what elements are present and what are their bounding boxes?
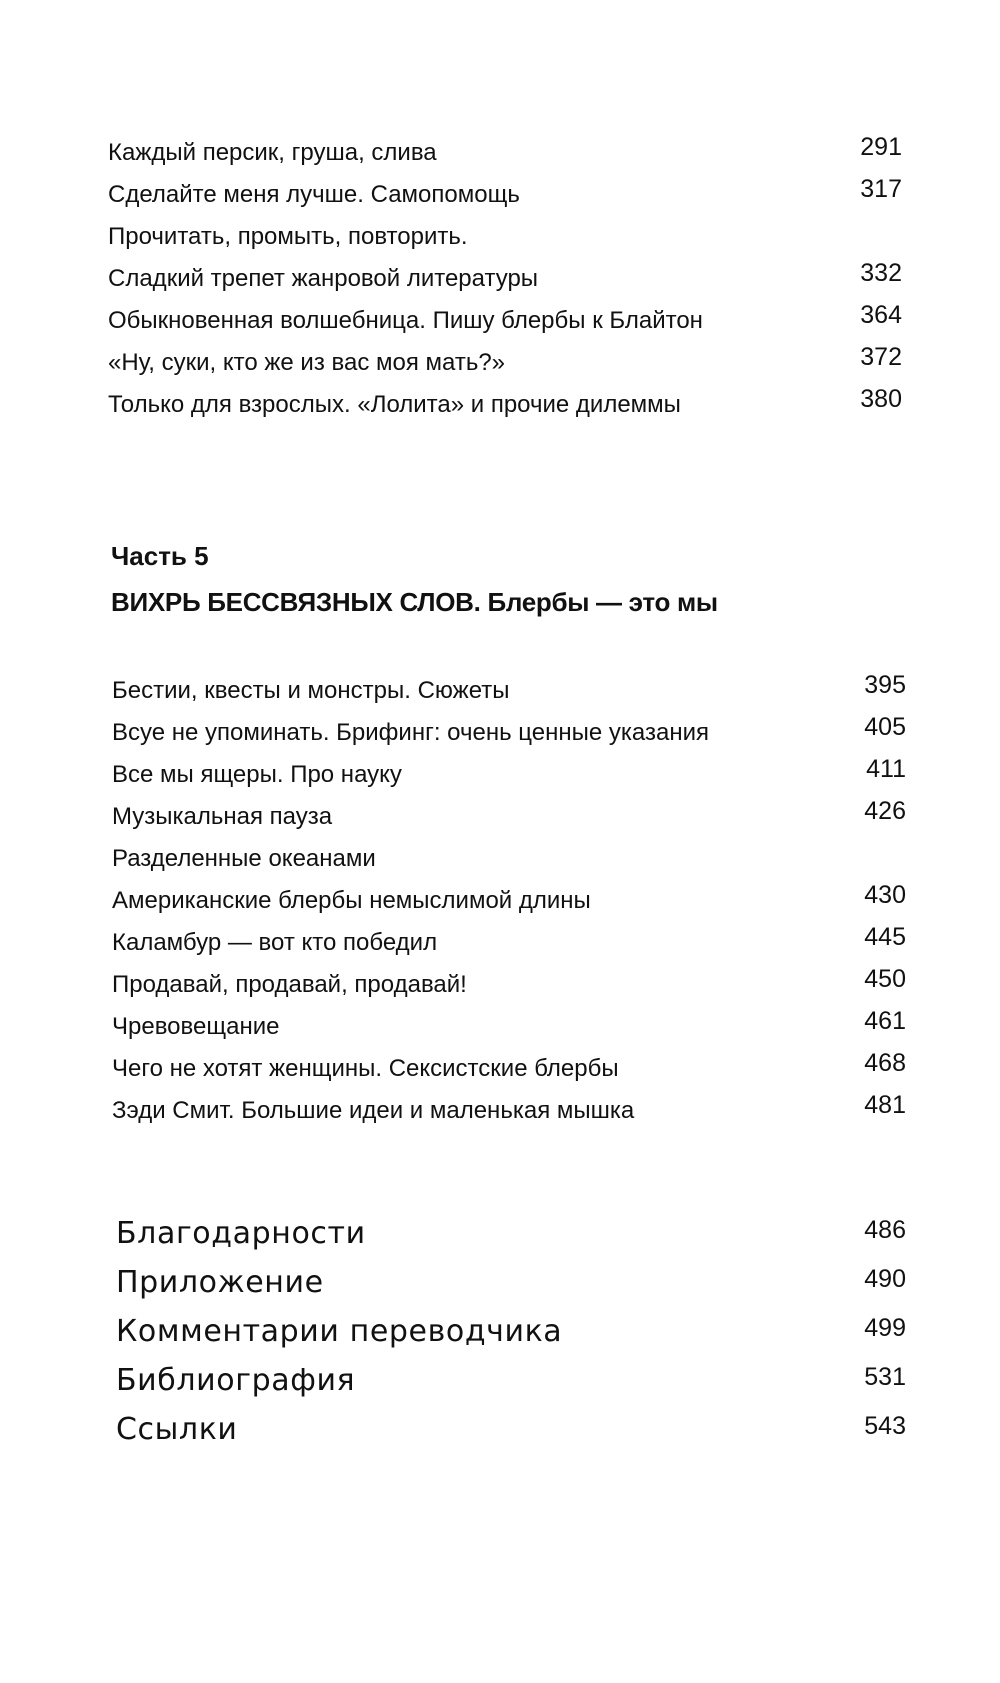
toc-entry-title: Всуе не упоминать. Брифинг: очень ценные указания (112, 719, 709, 746)
toc-entry-page: 543 (864, 1412, 906, 1440)
toc-entry-page: 450 (864, 965, 906, 993)
toc-entry-title: Зэди Смит. Большие идеи и маленькая мышка (112, 1097, 635, 1124)
toc-entry-title: Сладкий трепет жанровой литературы (108, 265, 539, 292)
toc-entry-page: 468 (864, 1049, 906, 1077)
toc-entry-title: Чревовещание (112, 1013, 280, 1040)
toc-entry-page: 291 (860, 133, 902, 161)
toc-entry-title: Продавай, продавай, продавай! (112, 971, 467, 998)
toc-entry[interactable] (116, 1216, 906, 1265)
toc-entry-title: Ссылки (116, 1412, 238, 1447)
toc-entry-page: 445 (864, 923, 906, 951)
toc-entry-page: 481 (864, 1091, 906, 1119)
toc-entry-title: Все мы ящеры. Про науку (112, 761, 402, 788)
toc-entry[interactable] (116, 1412, 906, 1461)
toc-entry-title: Сделайте меня лучше. Самопомощь (108, 181, 520, 208)
toc-entry-title: Приложение (116, 1265, 324, 1300)
toc-entry-page: 461 (864, 1007, 906, 1035)
toc-entry[interactable] (108, 222, 902, 264)
toc-entry-title: Каламбур — вот кто победил (112, 929, 438, 956)
toc-entry-title: Музыкальная пауза (112, 803, 333, 830)
part-title: ВИХРЬ БЕССВЯЗНЫХ СЛОВ. Блербы — это мы (111, 587, 718, 617)
toc-entry-page: 486 (864, 1216, 906, 1244)
toc-entry-page: 364 (860, 301, 902, 329)
toc-entry[interactable] (116, 1314, 906, 1363)
toc-entry-page: 426 (864, 797, 906, 825)
toc-entry[interactable] (112, 755, 906, 802)
toc-entry-title: Комментарии переводчика (116, 1314, 563, 1349)
toc-entry[interactable] (108, 259, 902, 306)
toc-entry[interactable] (108, 133, 902, 180)
toc-entry-page: 395 (864, 671, 906, 699)
toc-entry[interactable] (112, 1049, 906, 1096)
toc-entry[interactable] (112, 965, 906, 1012)
toc-entry[interactable] (116, 1265, 906, 1314)
toc-list-back-matter (116, 1216, 906, 1461)
toc-entry-page: 380 (860, 385, 902, 413)
toc-entry-page: 332 (860, 259, 902, 287)
toc-entry-title: Обыкновенная волшебница. Пишу блербы к Блайтон (108, 307, 703, 334)
part-label: Часть 5 (111, 541, 209, 571)
toc-entry-page: 372 (860, 343, 902, 371)
toc-entry[interactable] (112, 1007, 906, 1054)
toc-entry-title: Бестии, квесты и монстры. Сюжеты (112, 677, 510, 704)
toc-entry[interactable] (112, 797, 906, 844)
toc-entry[interactable] (112, 923, 906, 970)
toc-entry-page: 430 (864, 881, 906, 909)
toc-entry-page: 531 (864, 1363, 906, 1391)
toc-entry-title: Только для взрослых. «Лолита» и прочие дилеммы (108, 391, 681, 418)
toc-entry-page: 405 (864, 713, 906, 741)
toc-entry-title: «Ну, суки, кто же из вас моя мать?» (108, 349, 506, 376)
toc-entry-title: Разделенные океанами (112, 845, 376, 872)
toc-entry-title: Благодарности (116, 1216, 366, 1251)
toc-entry-title: Библиография (116, 1363, 356, 1398)
toc-entry-page: 411 (866, 755, 906, 783)
toc-entry[interactable] (108, 385, 902, 432)
toc-list-part4-continued (108, 133, 902, 432)
toc-entry-title: Каждый персик, груша, слива (108, 139, 437, 166)
toc-entry-page: 317 (860, 175, 902, 203)
toc-entry-page: 499 (864, 1314, 906, 1342)
toc-entry[interactable] (108, 175, 902, 222)
toc-entry[interactable] (116, 1363, 906, 1412)
toc-entry-title: Чего не хотят женщины. Сексистские блербы (112, 1055, 619, 1082)
toc-entry[interactable] (112, 713, 906, 760)
toc-entry[interactable] (112, 881, 906, 928)
toc-entry[interactable] (108, 301, 902, 348)
toc-entry-title: Американские блербы немыслимой длины (112, 887, 591, 914)
toc-list-part5 (112, 671, 906, 1138)
toc-entry[interactable] (112, 671, 906, 718)
toc-entry[interactable] (108, 343, 902, 390)
toc-entry[interactable] (112, 1091, 906, 1138)
toc-entry-page: 490 (864, 1265, 906, 1293)
toc-entry-title: Прочитать, промыть, повторить. (108, 223, 468, 250)
toc-entry[interactable] (112, 844, 906, 886)
